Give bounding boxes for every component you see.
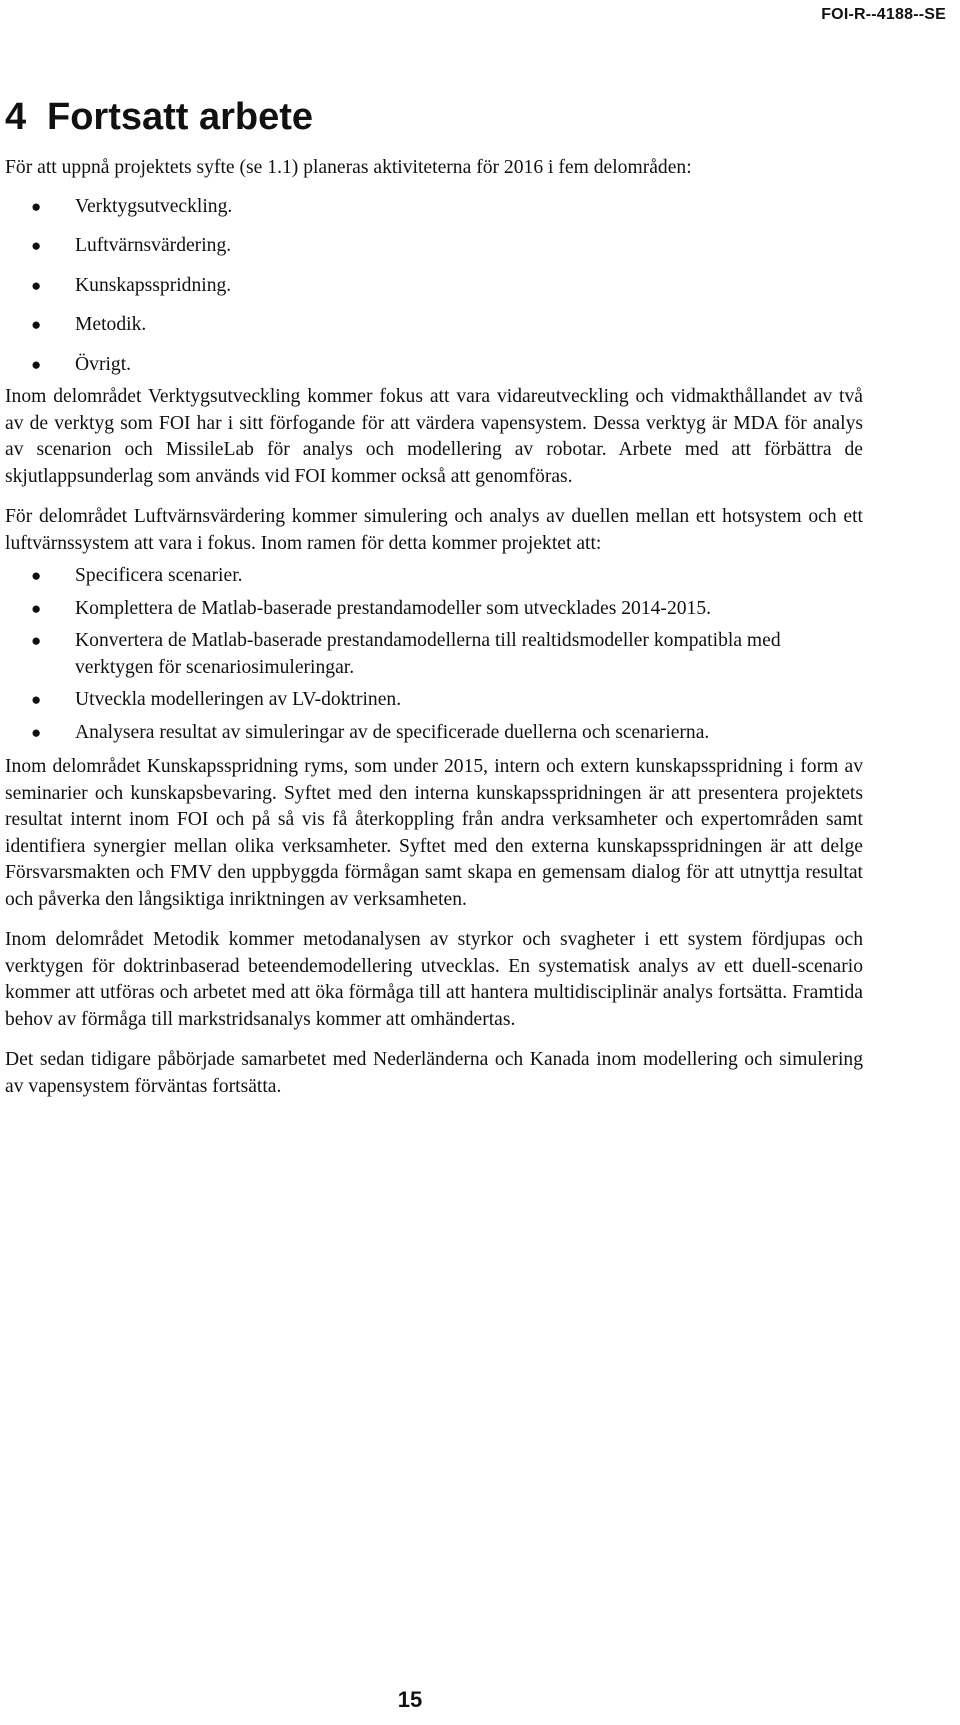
- page-content: [5, 96, 863, 1100]
- bullet-icon: ●: [31, 196, 42, 216]
- bullet-icon: ●: [31, 315, 42, 334]
- task-list: [5, 563, 863, 746]
- bullet-icon: ●: [31, 236, 42, 255]
- paragraph-metodik: Inom delområdet Metodik kommer metodanalysen av styrkor och svagheter i ett system fördjupas och verktygen för doktrinbaserad beteendemodellering utvecklas. En systematisk analys av ett duell-scenario kommer att utföras och arbetet med att öka förmåga till att hantera multidisciplinär analys fortsätta. Framtida behov av förmåga till markstridsanalys kommer att omhändertas.: [5, 929, 863, 1030]
- list-item: ● Metodik.: [5, 305, 863, 345]
- intro-paragraph: För att uppnå projektets syfte (se 1.1) planeras aktiviteterna för 2016 i fem delområden:: [5, 157, 692, 178]
- bullet-icon: ●: [31, 566, 42, 585]
- bullet-icon: ●: [31, 690, 42, 709]
- report-id: FOI-R--4188--SE: [821, 6, 946, 23]
- list-item: ● Utveckla modelleringen av LV-doktrinen.: [5, 687, 863, 714]
- bullet-icon: ●: [31, 722, 42, 742]
- area-list: [5, 187, 863, 385]
- bullet-icon: ●: [31, 598, 42, 618]
- paragraph-kunskapsspridning: Inom delområdet Kunskapsspridning ryms, som under 2015, intern och extern kunskapsspridning i form av seminarier och kunskapsbevaring. Syftet med den interna kunskapsspridningen är att presentera projektets resultat internt inom FOI och på så vis få återkoppling från andra verksamheter och expertområden samt identifiera synergier mellan olika verksamheter. Syftet med den externa kunskapsspridningen är att delge Försvarsmakten och FMV den uppbyggda förmågan samt skapa en gemensam dialog för att utnyttja resultat och påverka den långsiktiga inriktningen av verksamheten.: [5, 756, 863, 910]
- bullet-icon: ●: [31, 275, 42, 295]
- bullet-icon: ●: [31, 631, 42, 650]
- list-item: ● Luftvärnsvärdering.: [5, 226, 863, 266]
- page-number: 15: [397, 1687, 423, 1712]
- list-item: ● Kunskapsspridning.: [5, 266, 863, 306]
- list-item: ● Komplettera de Matlab-baserade prestandamodeller som utvecklades 2014-2015.: [5, 596, 863, 623]
- section-heading: [5, 96, 863, 138]
- list-item: ● Konvertera de Matlab-baserade prestandamodellerna till realtidsmodeller kompatibla med verktygen för scenariosimuleringar.: [31, 630, 781, 678]
- list-item: ● Övrigt.: [5, 345, 863, 385]
- section-number: 4: [5, 96, 27, 138]
- list-item: ● Analysera resultat av simuleringar av de specificerade duellerna och scenarierna.: [5, 720, 863, 747]
- bullet-icon: ●: [31, 354, 42, 374]
- paragraph-luftvarnsvardering: För delområdet Luftvärnsvärdering kommer simulering och analys av duellen mellan ett hotsystem och ett luftvärnssystem att vara i fokus. Inom ramen för detta kommer projektet att:: [5, 506, 863, 554]
- list-item: ● Verktygsutveckling.: [5, 187, 863, 227]
- section-title: Fortsatt arbete: [47, 96, 314, 138]
- list-item: ● Specificera scenarier.: [5, 563, 863, 590]
- paragraph-ovrigt: Det sedan tidigare påbörjade samarbetet med Nederländerna och Kanada inom modellering och simulering av vapensystem förväntas fortsätta.: [5, 1049, 863, 1097]
- paragraph-verktygsutveckling: Inom delområdet Verktygsutveckling kommer fokus att vara vidareutveckling och vidmakthållandet av två av de verktyg som FOI har i sitt förfogande för att värdera vapensystem. Dessa verktyg är MDA för analys av scenarion och MissileLab för analys och modellering av robotar. Arbete med att förbättra de skjutlappsunderlag som används vid FOI kommer också att genomföras.: [5, 386, 863, 487]
